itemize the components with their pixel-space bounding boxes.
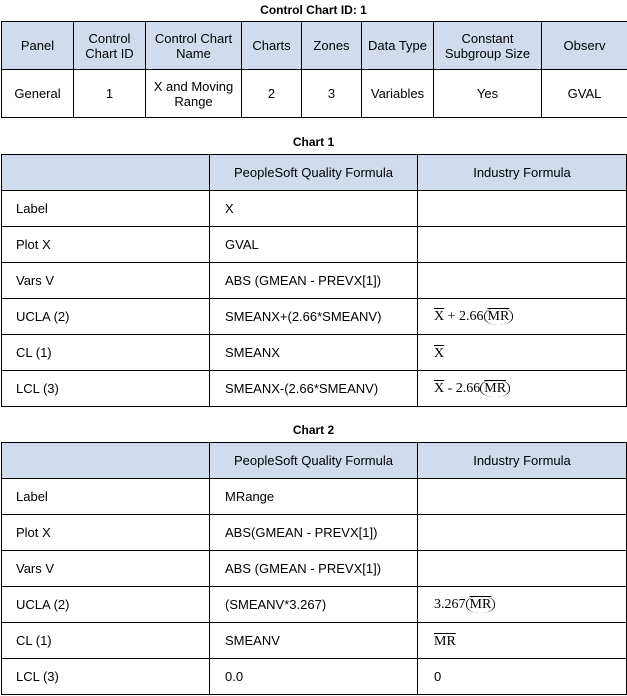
- industry-formula: [418, 515, 627, 551]
- row-label: Plot X: [2, 227, 210, 263]
- header-data-type: Data Type: [362, 22, 434, 70]
- industry-formula-header: Industry Formula: [418, 155, 627, 191]
- row-label: LCL (3): [2, 659, 210, 695]
- parenthesized-term: [466, 596, 496, 613]
- overlined-term: $\overline{MR}$: [484, 381, 507, 396]
- cell-zones: 3: [302, 70, 362, 118]
- formula-expression: [434, 597, 495, 612]
- header-control-chart-name: Control Chart Name: [146, 22, 242, 70]
- cell-charts: 2: [242, 70, 302, 118]
- industry-formula: [418, 551, 627, 587]
- formula-operator: - 2.66: [444, 381, 481, 396]
- ps-formula-header: PeopleSoft Quality Formula: [210, 443, 418, 479]
- cell-control-chart-name: X and Moving Range: [146, 70, 242, 118]
- row-label: CL (1): [2, 623, 210, 659]
- formula-expression: [434, 309, 513, 324]
- header-panel: Panel: [2, 22, 74, 70]
- row-label: Label: [2, 479, 210, 515]
- table-row: [2, 263, 627, 299]
- ps-formula: 0.0: [210, 659, 418, 695]
- ps-formula: ABS (GMEAN - PREVX[1]): [210, 551, 418, 587]
- header-constant-subgroup-size: Constant Subgroup Size: [434, 22, 542, 70]
- blank-header: [2, 443, 210, 479]
- blank-header: [2, 155, 210, 191]
- table-row: [2, 659, 627, 695]
- industry-formula: [418, 299, 627, 335]
- formula-operator: + 2.66: [444, 309, 484, 324]
- cell-constant-subgroup-size: Yes: [434, 70, 542, 118]
- industry-formula: [418, 263, 627, 299]
- ps-formula: ABS (GMEAN - PREVX[1]): [210, 263, 418, 299]
- control-chart-table: [1, 21, 627, 118]
- table-row: [2, 623, 627, 659]
- header-zones: Zones: [302, 22, 362, 70]
- industry-formula: 0: [418, 659, 627, 695]
- overlined-term: $\overline{X}$: [434, 309, 445, 324]
- chart1-table: [1, 154, 627, 407]
- industry-formula-header: Industry Formula: [418, 443, 627, 479]
- industry-formula: [418, 479, 627, 515]
- row-label: Plot X: [2, 515, 210, 551]
- overlined-term: $\overline{X}$: [434, 381, 445, 396]
- parenthesized-term: [480, 380, 510, 397]
- table-row: [2, 191, 627, 227]
- table-row: [2, 299, 627, 335]
- industry-formula: [418, 587, 627, 623]
- chart2-caption: Chart 2: [292, 423, 335, 437]
- ps-formula: GVAL: [210, 227, 418, 263]
- table-row: [2, 479, 627, 515]
- row-label: LCL (3): [2, 371, 210, 407]
- chart1-caption: Chart 1: [292, 135, 335, 149]
- overlined-term: $\overline{MR}$: [434, 633, 456, 649]
- summary-caption: Control Chart ID: 1: [260, 3, 367, 17]
- table-row: [2, 587, 627, 623]
- header-charts: Charts: [242, 22, 302, 70]
- table-row: [2, 515, 627, 551]
- ps-formula: (SMEANV*3.267): [210, 587, 418, 623]
- table-row: [2, 551, 627, 587]
- cell-observ: GVAL: [542, 70, 627, 118]
- header-observ: Observ: [542, 22, 627, 70]
- parenthesized-term: [484, 308, 514, 325]
- ps-formula: ABS(GMEAN - PREVX[1]): [210, 515, 418, 551]
- cell-data-type: Variables: [362, 70, 434, 118]
- row-label: UCLA (2): [2, 299, 210, 335]
- formula-expression: [434, 381, 510, 396]
- ps-formula: SMEANX: [210, 335, 418, 371]
- table-row: [2, 227, 627, 263]
- industry-formula: [418, 623, 627, 659]
- overlined-term: $\overline{X}$: [434, 345, 445, 361]
- row-label: CL (1): [2, 335, 210, 371]
- formula-expression: [434, 634, 456, 649]
- header-row: [2, 443, 627, 479]
- chart2-table: [1, 442, 627, 695]
- cell-control-chart-id: 1: [74, 70, 146, 118]
- header-control-chart-id: Control Chart ID: [74, 22, 146, 70]
- row-label: Vars V: [2, 551, 210, 587]
- industry-formula: [418, 335, 627, 371]
- ps-formula: X: [210, 191, 418, 227]
- row-label: Vars V: [2, 263, 210, 299]
- row-label: Label: [2, 191, 210, 227]
- industry-formula: [418, 191, 627, 227]
- formula-operator: 3.267: [434, 597, 466, 612]
- ps-formula: SMEANV: [210, 623, 418, 659]
- ps-formula: SMEANX+(2.66*SMEANV): [210, 299, 418, 335]
- ps-formula: MRange: [210, 479, 418, 515]
- cell-panel: General: [2, 70, 74, 118]
- industry-formula: [418, 371, 627, 407]
- header-row: [2, 155, 627, 191]
- formula-expression: [434, 346, 444, 361]
- overlined-term: $\overline{MR}$: [487, 309, 510, 324]
- table-row: [2, 371, 627, 407]
- industry-formula: [418, 227, 627, 263]
- table-row: [2, 335, 627, 371]
- overlined-term: $\overline{MR}$: [469, 597, 492, 612]
- row-label: UCLA (2): [2, 587, 210, 623]
- ps-formula-header: PeopleSoft Quality Formula: [210, 155, 418, 191]
- ps-formula: SMEANX-(2.66*SMEANV): [210, 371, 418, 407]
